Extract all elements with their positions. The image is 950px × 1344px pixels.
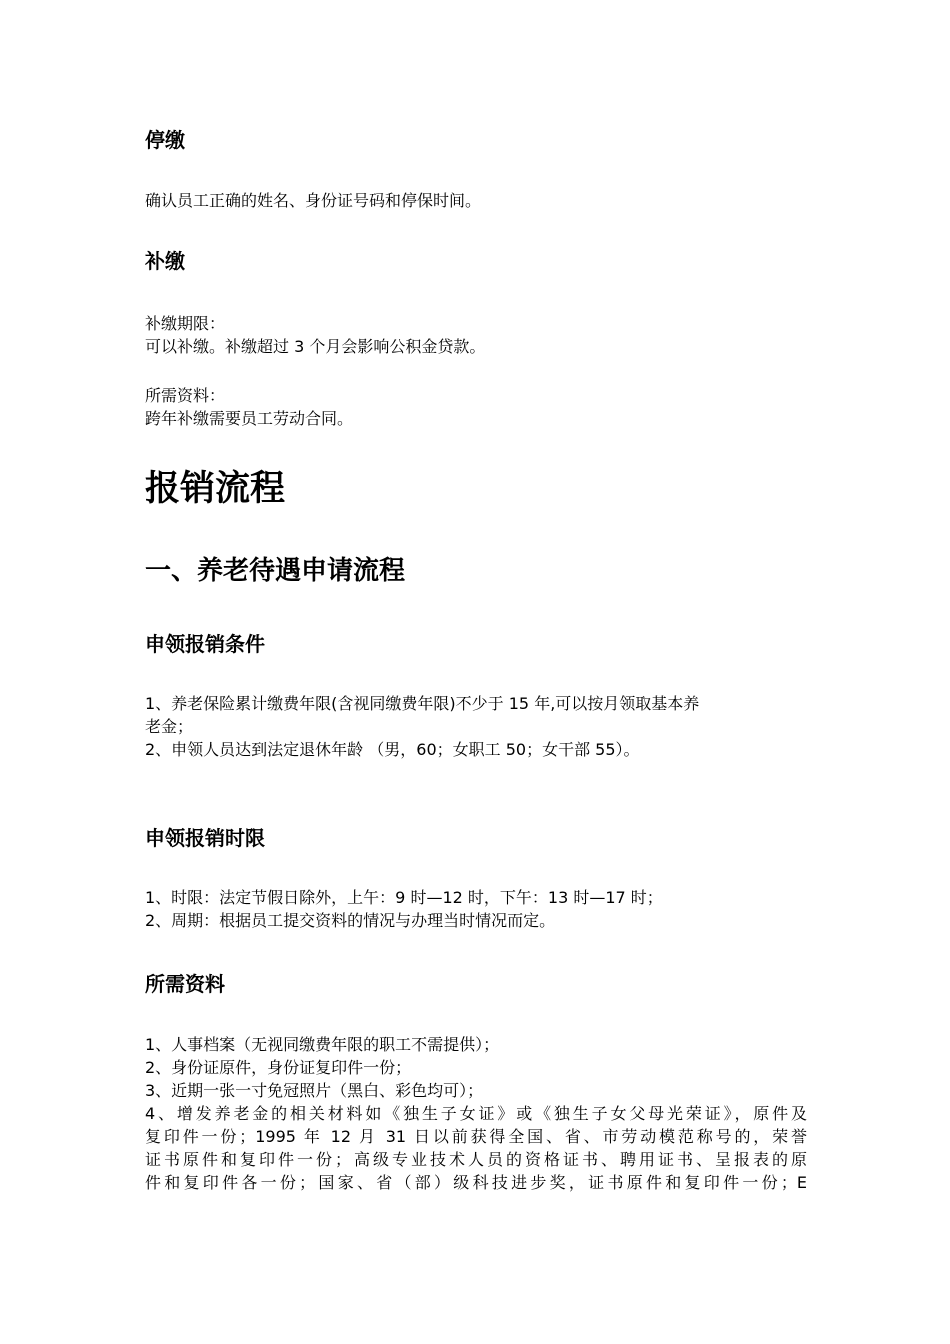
materials-line: 3、近期一张一寸免冠照片（黑白、彩色均可）； — [145, 1081, 484, 1100]
materials-line: 件和复印件各一份；国家、省（部）级科技进步奖，证书原件和复印件一份；E — [145, 1173, 807, 1192]
materials-line: 2、身份证原件，身份证复印件一份； — [145, 1058, 412, 1077]
conditions-line: 老金； — [145, 717, 194, 736]
makeup-period-label: 补缴期限： — [145, 314, 226, 333]
materials-heading: 所需资料 — [145, 972, 225, 996]
makeup-period-text: 可以补缴。补缴超过 3 个月会影响公积金贷款。 — [145, 337, 486, 356]
time-limit-line: 2、周期：根据员工提交资料的情况与办理当时情况而定。 — [145, 911, 556, 930]
makeup-heading: 补缴 — [145, 249, 185, 273]
materials-line: 4、增发养老金的相关材料如《独生子女证》或《独生子女父母光荣证》，原件及 — [145, 1104, 807, 1123]
materials-body — [145, 1033, 807, 1194]
section-subtitle: 一、养老待遇申请流程 — [145, 556, 406, 586]
materials-line: 1、人事档案（无视同缴费年限的职工不需提供）； — [145, 1035, 500, 1054]
makeup-materials-label: 所需资料： — [145, 386, 226, 405]
time-limit-heading: 申领报销时限 — [145, 826, 265, 850]
stop-text — [145, 189, 807, 212]
stop-heading: 停缴 — [145, 128, 185, 152]
conditions-line: 2、申领人员达到法定退休年龄 （男，60；女职工 50；女干部 55）。 — [145, 740, 640, 759]
makeup-period — [145, 312, 807, 358]
conditions-heading: 申领报销条件 — [145, 632, 265, 656]
conditions-body — [145, 692, 807, 761]
materials-line: 复印件一份；1995 年 12 月 31 日以前获得全国、省、市劳动模范称号的，荣誉 — [145, 1127, 807, 1146]
makeup-materials-text: 跨年补缴需要员工劳动合同。 — [145, 409, 354, 428]
conditions-line: 1、养老保险累计缴费年限(含视同缴费年限)不少于 15 年,可以按月领取基本养 — [145, 694, 700, 713]
time-limit-line: 1、时限：法定节假日除外，上午：9 时—12 时，下午：13 时—17 时； — [145, 888, 663, 907]
makeup-materials — [145, 384, 807, 430]
stop-text-line: 确认员工正确的姓名、身份证号码和停保时间。 — [145, 191, 482, 210]
time-limit-body — [145, 886, 807, 932]
materials-line: 证书原件和复印件一份；高级专业技术人员的资格证书、聘用证书、呈报表的原 — [145, 1150, 807, 1169]
page-title: 报销流程 — [145, 469, 286, 509]
